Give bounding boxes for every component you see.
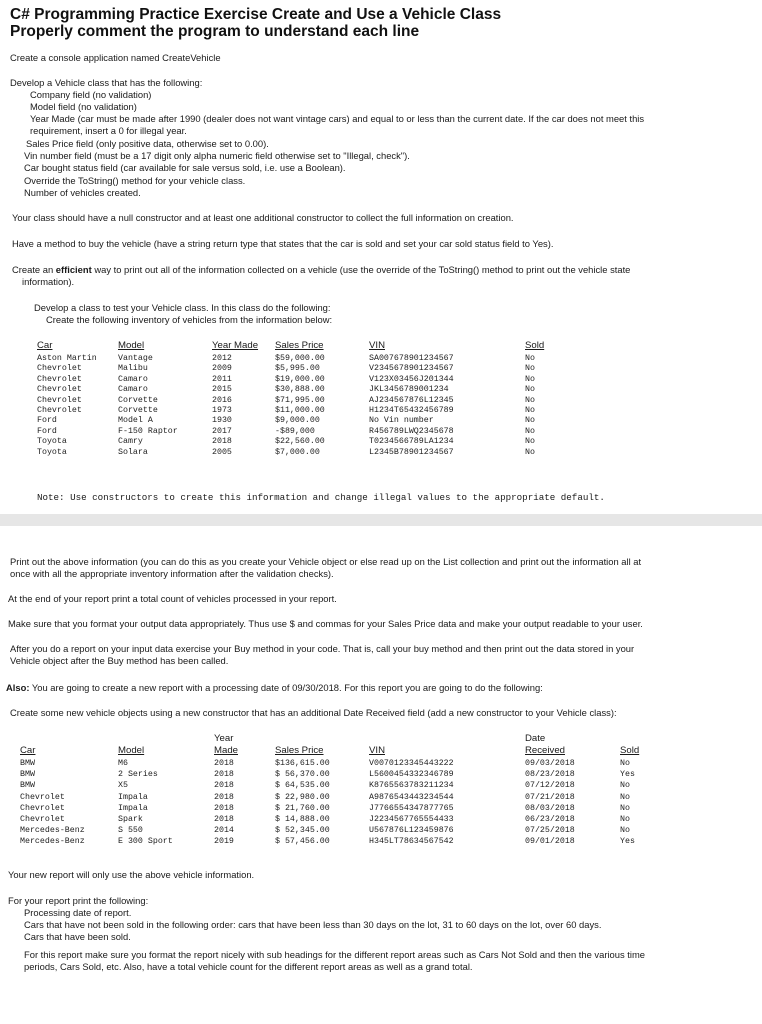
page-title: C# Programming Practice Exercise Create and Use a Vehicle Class <box>10 6 502 23</box>
inventory-cell-vin: T0234566789LA1234 <box>369 437 454 447</box>
new-vehicle-cell-car: Mercedes-Benz <box>20 826 85 836</box>
inventory-cell-price: -$89,000 <box>275 426 315 436</box>
inventory-cell-model: Corvette <box>118 406 158 415</box>
inventory-cell-year: 1930 <box>212 416 232 426</box>
inventory-cell-model: Malibu <box>118 364 148 374</box>
note-text: Note: Use constructors to create this information and change illegal values to the appropriate default. <box>37 492 605 503</box>
new-vehicle-cell-sold: No <box>620 781 630 791</box>
inventory-cell-price: $19,000.00 <box>275 374 325 384</box>
develop-heading: Develop a Vehicle class that has the following: <box>10 77 203 88</box>
field-count: Number of vehicles created. <box>24 187 141 198</box>
efficient-pre: Create an <box>12 264 56 275</box>
col2-header-sold: Sold <box>620 745 640 756</box>
inventory-cell-year: 2012 <box>212 354 232 363</box>
field-year-made-cont: requirement, insert a 0 for illegal year. <box>30 125 187 136</box>
new-vehicle-cell-model: Impala <box>118 803 148 813</box>
new-vehicle-cell-date-received: 08/03/2018 <box>525 803 575 813</box>
new-vehicle-cell-year: 2019 <box>214 837 234 847</box>
inventory-cell-year: 2011 <box>212 374 232 384</box>
new-vehicle-cell-year: 2018 <box>214 759 234 768</box>
new-vehicle-cell-date-received: 08/23/2018 <box>525 770 575 780</box>
format-paragraph: Make sure that you format your output data appropriately. Thus use $ and commas for your Sales Price data and make your output readable to your user. <box>8 618 643 629</box>
new-vehicle-cell-vin: U567876L123459876 <box>369 826 454 836</box>
new-vehicle-cell-model: X5 <box>118 781 128 791</box>
inventory-cell-sold: No <box>525 364 535 374</box>
inventory-cell-sold: No <box>525 447 535 457</box>
col2-header-sales-price: Sales Price <box>275 745 324 756</box>
inventory-cell-model: F-150 Raptor <box>118 426 178 436</box>
inventory-cell-vin: AJ234567876L12345 <box>369 395 454 405</box>
new-vehicle-cell-vin: J2234567765554433 <box>369 815 454 824</box>
inventory-cell-car: Toyota <box>37 447 67 457</box>
test-class-line: Develop a class to test your Vehicle class. In this class do the following: <box>34 302 331 313</box>
new-vehicle-cell-price: $ 14,888.00 <box>275 815 330 824</box>
total-count-paragraph: At the end of your report print a total count of vehicles processed in your report. <box>8 593 337 604</box>
format-final-paragraph-cont: periods, Cars Sold, etc. Also, have a total vehicle count for the different report areas as well as a grand total. <box>24 961 473 972</box>
new-vehicle-cell-price: $136,615.00 <box>275 759 330 768</box>
new-vehicle-cell-year: 2018 <box>214 781 234 791</box>
inventory-cell-vin: H1234T65432456789 <box>369 406 454 415</box>
inventory-cell-model: Corvette <box>118 395 158 405</box>
col-header-model: Model <box>118 340 145 351</box>
inventory-cell-car: Ford <box>37 416 57 426</box>
inventory-cell-price: $71,995.00 <box>275 395 325 405</box>
new-vehicle-cell-price: $ 22,980.00 <box>275 792 330 802</box>
col-header-year-made: Year Made <box>212 340 259 351</box>
also-paragraph <box>6 682 543 693</box>
new-vehicle-cell-price: $ 57,456.00 <box>275 837 330 847</box>
col2-header-received: Received <box>525 745 565 756</box>
inventory-cell-model: Solara <box>118 447 148 457</box>
inventory-cell-year: 2017 <box>212 426 232 436</box>
inventory-cell-vin: V123X03456J201344 <box>369 374 454 384</box>
also-label: Also: <box>6 682 30 693</box>
print-paragraph: Print out the above information (you can do this as you create your Vehicle object or else read up on the List collection and print out the information all at <box>10 556 642 567</box>
new-vehicle-cell-vin: A9876543443234544 <box>369 792 454 802</box>
new-vehicle-cell-model: S 550 <box>118 826 143 836</box>
field-tostring: Override the ToString() method for your vehicle class. <box>24 175 246 186</box>
new-vehicle-cell-vin: J7766554347877765 <box>369 803 454 813</box>
format-final-paragraph: For this report make sure you format the report nicely with sub headings for the different report areas such as Cars Not Sold and then the various time <box>24 949 645 960</box>
efficient-post: way to print out all of the information collected on a vehicle (use the override of the ToString() method to print out the vehicle state <box>91 264 631 275</box>
inventory-cell-vin: V2345678901234567 <box>369 364 454 374</box>
new-vehicle-cell-vin: L5600454332346789 <box>369 770 454 780</box>
inventory-cell-price: $59,000.00 <box>275 354 325 363</box>
new-vehicle-cell-date-received: 09/03/2018 <box>525 759 575 768</box>
new-vehicle-cell-price: $ 21,760.00 <box>275 803 330 813</box>
inventory-cell-model: Model A <box>118 416 153 426</box>
inventory-cell-year: 2015 <box>212 385 232 395</box>
col-header-car: Car <box>37 340 53 351</box>
inventory-cell-year: 2016 <box>212 395 232 405</box>
col2-header-model: Model <box>118 745 145 756</box>
inventory-cell-model: Vantage <box>118 354 153 363</box>
new-vehicle-cell-date-received: 07/12/2018 <box>525 781 575 791</box>
new-vehicle-cell-vin: H345LT78634567542 <box>369 837 454 847</box>
inventory-line: Create the following inventory of vehicles from the information below: <box>46 314 333 325</box>
inventory-cell-car: Chevrolet <box>37 406 82 415</box>
new-vehicle-cell-year: 2018 <box>214 770 234 780</box>
inventory-cell-model: Camaro <box>118 385 148 395</box>
inventory-cell-vin: SA007678901234567 <box>369 354 454 363</box>
inventory-cell-year: 2009 <box>212 364 232 374</box>
new-vehicle-cell-sold: No <box>620 792 630 802</box>
also-text: You are going to create a new report with a processing date of 09/30/2018. For this report you are going to do the following: <box>29 682 543 693</box>
field-company: Company field (no validation) <box>30 89 152 100</box>
col2-header-car: Car <box>20 745 36 756</box>
new-vehicle-cell-car: BMW <box>20 770 35 780</box>
inventory-cell-year: 2005 <box>212 447 232 457</box>
new-vehicle-cell-sold: Yes <box>620 770 635 780</box>
field-vin: Vin number field (must be a 17 digit only alpha numeric field otherwise set to "Illegal, check"). <box>24 150 410 161</box>
new-vehicle-cell-date-received: 07/25/2018 <box>525 826 575 836</box>
inventory-cell-sold: No <box>525 374 535 384</box>
new-vehicle-cell-sold: No <box>620 759 630 768</box>
inventory-cell-car: Chevrolet <box>37 385 82 395</box>
page-subtitle: Properly comment the program to understand each line <box>10 23 420 40</box>
inventory-cell-year: 1973 <box>212 406 232 415</box>
field-bought-status: Car bought status field (car available for sale versus sold, i.e. use a Boolean). <box>24 162 346 173</box>
new-vehicle-cell-date-received: 06/23/2018 <box>525 815 575 824</box>
inventory-cell-car: Chevrolet <box>37 374 82 384</box>
buy-paragraph: Have a method to buy the vehicle (have a string return type that states that the car is sold and set your car sold status field to Yes). <box>12 238 554 249</box>
report-cars-sold: Cars that have been sold. <box>24 931 131 942</box>
efficient-paragraph <box>12 264 630 275</box>
field-sales-price: Sales Price field (only positive data, otherwise set to 0.00). <box>26 138 269 149</box>
inventory-cell-car: Toyota <box>37 437 67 447</box>
constructor-paragraph: Your class should have a null constructor and at least one additional constructor to collect the full information on creation. <box>12 212 514 223</box>
col-header-date-top: Date <box>525 733 546 744</box>
inventory-cell-car: Chevrolet <box>37 364 82 374</box>
create-new-paragraph: Create some new vehicle objects using a new constructor that has an additional Date Received field (add a new constructor to your Vehicle class): <box>10 707 617 718</box>
col-header-vin: VIN <box>369 340 385 351</box>
new-vehicle-cell-date-received: 07/21/2018 <box>525 792 575 802</box>
inventory-cell-vin: L2345B78901234567 <box>369 447 454 457</box>
new-vehicle-cell-car: Chevrolet <box>20 792 65 802</box>
inventory-cell-sold: No <box>525 406 535 415</box>
col2-header-vin: VIN <box>369 745 385 756</box>
new-vehicle-cell-vin: V0070123345443222 <box>369 759 454 768</box>
new-vehicle-cell-car: BMW <box>20 759 35 768</box>
inventory-cell-car: Chevrolet <box>37 395 82 405</box>
col2-header-made: Made <box>214 745 238 756</box>
inventory-cell-price: $7,000.00 <box>275 447 320 457</box>
page-break-band <box>0 514 762 526</box>
new-vehicle-cell-sold: No <box>620 815 630 824</box>
new-vehicle-cell-car: Chevrolet <box>20 803 65 813</box>
new-report-paragraph: Your new report will only use the above vehicle information. <box>8 869 255 880</box>
col-header-sold: Sold <box>525 340 545 351</box>
after-report-paragraph: After you do a report on your input data exercise your Buy method in your code. That is, call your buy method and then print out the data stored in your <box>10 643 635 654</box>
inventory-cell-price: $9,000.00 <box>275 416 320 426</box>
new-vehicle-cell-car: Chevrolet <box>20 815 65 824</box>
print-paragraph-cont: once with all the appropriate inventory information after the validation checks). <box>10 568 334 579</box>
inventory-cell-price: $30,888.00 <box>275 385 325 395</box>
new-vehicle-cell-year: 2014 <box>214 826 234 836</box>
inventory-cell-sold: No <box>525 354 535 363</box>
new-vehicle-cell-model: E 300 Sport <box>118 837 173 847</box>
new-vehicle-cell-year: 2018 <box>214 815 234 824</box>
inventory-cell-car: Ford <box>37 426 57 436</box>
inventory-cell-sold: No <box>525 395 535 405</box>
new-vehicle-cell-price: $ 56,370.00 <box>275 770 330 780</box>
field-model: Model field (no validation) <box>30 101 137 112</box>
intro-text: Create a console application named CreateVehicle <box>10 52 221 63</box>
inventory-cell-price: $11,000.00 <box>275 406 325 415</box>
new-vehicle-cell-sold: No <box>620 803 630 813</box>
inventory-cell-price: $22,560.00 <box>275 437 325 447</box>
inventory-cell-sold: No <box>525 437 535 447</box>
inventory-cell-sold: No <box>525 426 535 436</box>
new-vehicle-cell-year: 2018 <box>214 792 234 802</box>
new-vehicle-cell-vin: K8765563783211234 <box>369 781 454 791</box>
new-vehicle-cell-model: M6 <box>118 759 128 768</box>
new-vehicle-cell-price: $ 64,535.00 <box>275 781 330 791</box>
inventory-cell-vin: No Vin number <box>369 416 434 426</box>
after-report-paragraph-cont: Vehicle object after the Buy method has been called. <box>10 655 229 666</box>
new-vehicle-cell-car: BMW <box>20 781 35 791</box>
new-vehicle-cell-model: 2 Series <box>118 770 158 780</box>
efficient-bold: efficient <box>55 264 92 275</box>
report-cars-not-sold: Cars that have not been sold in the following order: cars that have been less than 30 days on the lot, 31 to 60 days on the lot, over 60 days. <box>24 919 602 930</box>
efficient-paragraph-cont: information). <box>22 276 75 287</box>
col-header-sales-price: Sales Price <box>275 340 324 351</box>
field-year-made: Year Made (car must be made after 1990 (dealer does not want vintage cars) and equal to or less than the current date. If the car does not meet this <box>30 113 645 124</box>
inventory-cell-sold: No <box>525 416 535 426</box>
for-report-heading: For your report print the following: <box>8 895 149 906</box>
new-vehicle-cell-price: $ 52,345.00 <box>275 826 330 836</box>
new-vehicle-cell-year: 2018 <box>214 803 234 813</box>
inventory-cell-car: Aston Martin <box>37 354 97 363</box>
new-vehicle-cell-model: Spark <box>118 815 143 824</box>
inventory-cell-model: Camry <box>118 437 143 447</box>
new-vehicle-cell-sold: No <box>620 826 630 836</box>
inventory-cell-year: 2018 <box>212 437 232 447</box>
inventory-cell-price: $5,995.00 <box>275 364 320 374</box>
new-vehicle-cell-date-received: 09/01/2018 <box>525 837 575 847</box>
inventory-cell-sold: No <box>525 385 535 395</box>
inventory-cell-vin: R456789LWQ2345678 <box>369 426 454 436</box>
new-vehicle-cell-sold: Yes <box>620 837 635 847</box>
inventory-cell-model: Camaro <box>118 374 148 384</box>
new-vehicle-cell-model: Impala <box>118 792 148 802</box>
report-processing-date: Processing date of report. <box>24 907 132 918</box>
inventory-cell-vin: JKL3456789001234 <box>369 385 449 395</box>
new-vehicle-cell-car: Mercedes-Benz <box>20 837 85 847</box>
col-header-year-top: Year <box>214 733 234 744</box>
